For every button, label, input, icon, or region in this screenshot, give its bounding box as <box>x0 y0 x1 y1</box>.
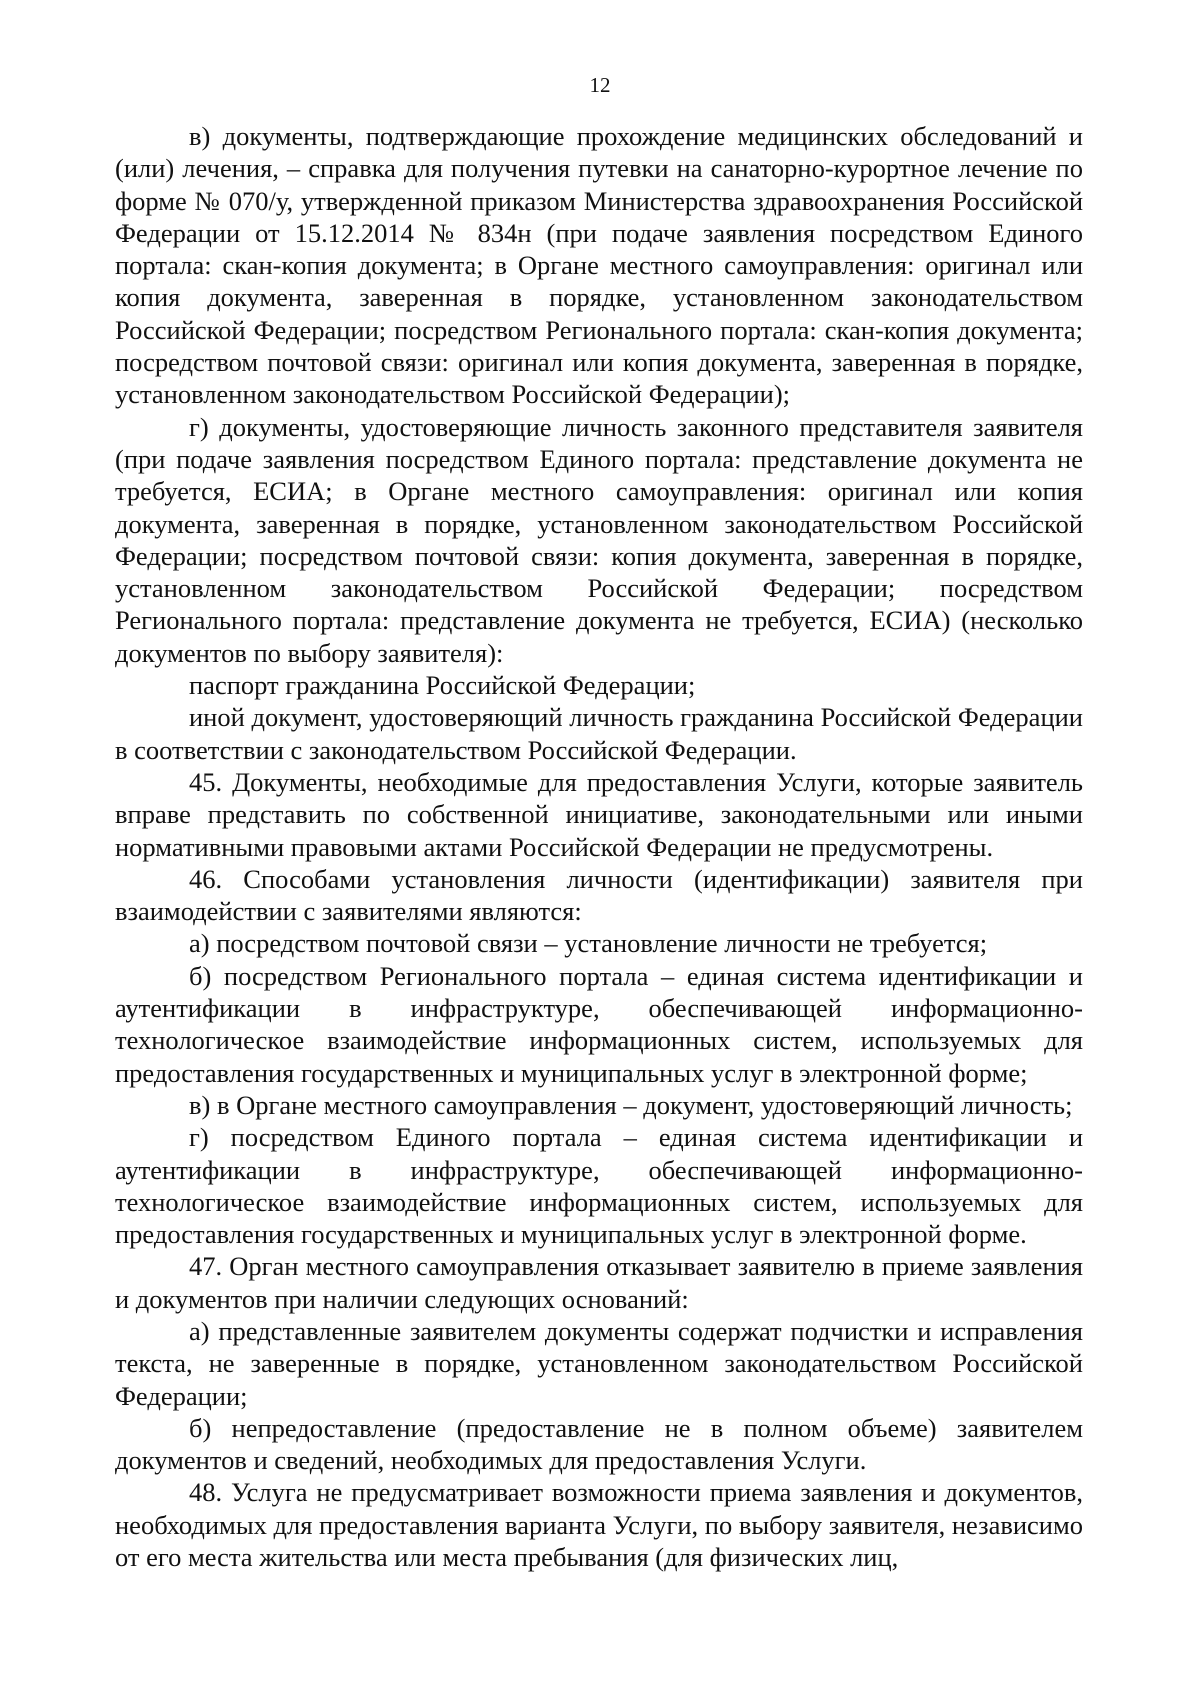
paragraph-clause-48: 48. Услуга не предусматривает возможности приема заявления и документов, необходимых для предоставления варианта Услуги, по выбору заявителя, независимо от его места жительства или места пребывания (для физических лиц, <box>115 1477 1083 1573</box>
page-number: 12 <box>589 73 611 97</box>
paragraph-46-v: в) в Органе местного самоуправления – документ, удостоверяющий личность; <box>189 1089 1073 1120</box>
paragraph-other-identity-document: иной документ, удостоверяющий личность гражданина Российской Федерации в соответствии с законодательством Российской Федерации. <box>115 702 1083 765</box>
paragraph-v-medical-documents: в) документы, подтверждающие прохождение медицинских обследований и (или) лечения, – справка для получения путевки на санаторно-курортное лечение по форме № 070/у, утвержденной приказом Министерства здравоохранения Российской Федерации от 15.12.2014 № 834н (при подаче заявления посредством Единого портала: скан-копия документа; в Органе местного самоуправления: оригинал или копия документа, заверенная в порядке, установленном законодательством Российской Федерации; посредством Регионального портала: скан-копия документа; посредством почтовой связи: оригинал или копия документа, заверенная в порядке, установленном законодательством Российской Федерации); <box>115 121 1083 410</box>
paragraph-clause-47: 47. Орган местного самоуправления отказывает заявителю в приеме заявления и документов при наличии следующих оснований: <box>115 1251 1083 1314</box>
paragraph-46-g: г) посредством Единого портала – единая система идентификации и аутентификации в инфраструктуре, обеспечивающей информационно-технологическое взаимодействие информационных систем, используемых для предоставления государственных и муниципальных услуг в электронной форме. <box>115 1122 1083 1250</box>
paragraph-passport: паспорт гражданина Российской Федерации; <box>189 670 696 701</box>
paragraph-g-representative-identity: г) документы, удостоверяющие личность законного представителя заявителя (при подаче заявления посредством Единого портала: представление документа не требуется, ЕСИА; в Органе местного самоуправления: оригинал или копия документа, заверенная в порядке, установленном законодательством Российской Федерации; посредством почтовой связи: копия документа, заверенная в порядке, установленном законодательством Российской Федерации; посредством Регионального портала: представление документа не требуется, ЕСИА) (несколько документов по выбору заявителя): <box>115 411 1083 668</box>
document-body <box>115 120 1083 1573</box>
paragraph-clause-45: 45. Документы, необходимые для предоставления Услуги, которые заявитель вправе представить по собственной инициативе, законодательными или иными нормативными правовыми актами Российской Федерации не предусмотрены. <box>115 766 1083 862</box>
paragraph-clause-46: 46. Способами установления личности (идентификации) заявителя при взаимодействии с заявителями являются: <box>115 863 1083 927</box>
paragraph-47-b: б) непредоставление (предоставление не в полном объеме) заявителем документов и сведений, необходимых для предоставления Услуги. <box>115 1412 1083 1476</box>
paragraph-46-b: б) посредством Регионального портала – единая система идентификации и аутентификации в инфраструктуре, обеспечивающей информационно-технологическое взаимодействие информационных систем, используемых для предоставления государственных и муниципальных услуг в электронной форме; <box>115 960 1083 1088</box>
paragraph-46-a: а) посредством почтовой связи – установление личности не требуется; <box>189 928 988 959</box>
paragraph-47-a: а) представленные заявителем документы содержат подчистки и исправления текста, не заверенные в порядке, установленном законодательством Российской Федерации; <box>115 1315 1083 1411</box>
